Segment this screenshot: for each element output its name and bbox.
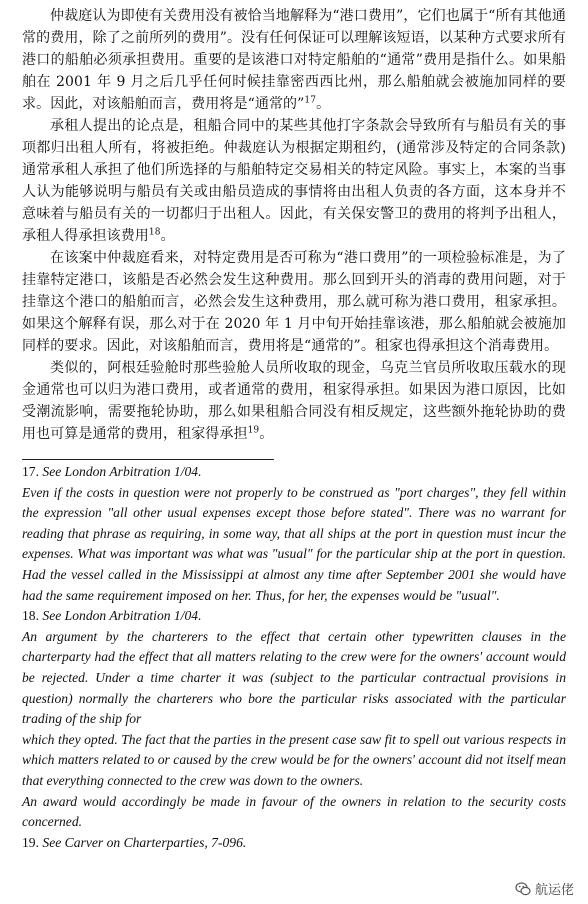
footnote-18-heading: 18. See London Arbitration 1/04. — [22, 608, 202, 624]
footnote-17-heading: 17. See London Arbitration 1/04. — [22, 464, 202, 479]
footnote-ref-18[interactable]: 18 — [148, 227, 161, 238]
paragraph-4: 类似的，阿根廷验舱时那些验舱人员所收取的现金，乌克兰官员所收取压载水的现金通常也可以归为港口费用，或者通常的费用，租家得承担。如果因为港口原因，比如受潮流影响，需要拖轮协助，那么如果租船合同没有相反规定，这些额外拖轮协助的费用也可算是通常的费用，租家得承担$^{19}$。 — [22, 360, 566, 442]
footnote-17-text: Even if the costs in question were not properly to be construed as "port charges", they fell within the expression "all other usual expenses except those before stated". There was no warrant for reading that phrase as requiring, in some way, that all ships at the port in question must incur the expenses. What was important was what was "usual" for the particular ship at the port in question. Had the vessel called in the Mississippi at almost any time after September 2001 she would have had the same requirement imposed on her. Thus, for her, the expenses would be "usual". — [22, 484, 566, 603]
paragraph-1-text: 仲裁庭认为即使有关费用没有被恰当地解释为“港口费用”，它们也属于“所有其他通常的费用，除了之前所列的费用”。没有任何保证可以理解该短语，以某种方式要求所有港口的船舶必须承担费用。重要的是该港口对特定船舶的“通常”费用是指什么。如果船舶在 2001 年 9 月之后几乎任何时候挂靠密西西比州，那么船舶就会被施加同样的要求。因此，对该船舶而言，费用将是“通常的” — [22, 8, 566, 112]
paragraph-1: 仲裁庭认为即使有关费用没有被恰当地解释为“港口费用”，它们也属于“所有其他通常的费用，除了之前所列的费用”。没有任何保证可以理解该短语，以某种方式要求所有港口的船舶必须承担费用。重要的是该港口对特定船舶的“通常”费用是指什么。如果船舶在 2001 年 9 月之后几乎任何时候挂靠密西西比州，那么船舶就会被施加同样的要求。因此，对该船舶而言，费用将是“通常的”$^{17}$。 — [22, 8, 566, 112]
footnote-ref-17[interactable]: 17 — [304, 95, 317, 106]
footnote-ref-19[interactable]: 19 — [247, 425, 260, 436]
footnote-17-source: See London Arbitration 1/04. — [39, 464, 202, 479]
footnote-19-source: See Carver on Charterparties, 7-096. — [39, 834, 247, 850]
wechat-icon — [515, 881, 531, 897]
paragraph-4-text: 类似的，阿根廷验舱时那些验舱人员所收取的现金，乌克兰官员所收取压载水的现金通常也可以归为港口费用，或者通常的费用，租家得承担。如果因为港口原因，比如受潮流影响，需要拖轮协助，那么如果租船合同没有相反规定，这些额外拖轮协助的费用也可算是通常的费用，租家得承担 — [22, 360, 566, 442]
paragraph-2: 承租人提出的论点是，租船合同中的某些其他打字条款会导致所有与船员有关的事项都归出租人所有，将被拒绝。仲裁庭认为根据定期租约，(通常涉及特定的合同条款)通常承租人承担了他们所选择的与船舶特定交易相关的特定风险。事实上，本案的当事人认为能够说明与船员有关或由船员造成的事情将由出租人负责的各方面，这本身并不意味着与船员有关的一切都归于出租人。因此，有关保安警卫的费用的将判予出租人，承租人得承担该费用$^{18}$。 — [22, 118, 566, 244]
paragraph-3: 在该案中仲裁庭看来，对特定费用是否可称为“港口费用”的一项检验标准是，为了挂靠特定港口，该船是否必然会发生这种费用。那么回到开头的消毒的费用问题，对于挂靠这个港口的船舶而言，必然会发生这种费用，那么就可称为港口费用，租家承担。如果这个解释有误，那么对于在 2020 年 1 月中旬开始挂靠该港，那么船舶就会被施加同样的要求。因此，对该船舶而言，费用将是“通常的”。租家也得承担这个消毒费用。 — [22, 250, 566, 354]
footnote-18-source: See London Arbitration 1/04. — [39, 608, 202, 624]
footnote-18-text-c: An award would accordingly be made in favour of the owners in relation to the security costs concerned. — [22, 793, 566, 830]
watermark-label: 航运佬 — [534, 883, 574, 898]
paragraph-2-text: 承租人提出的论点是，租船合同中的某些其他打字条款会导致所有与船员有关的事项都归出租人所有，将被拒绝。仲裁庭认为根据定期租约，(通常涉及特定的合同条款)通常承租人承担了他们所选择的与船舶特定交易相关的特定风险。事实上，本案的当事人认为能够说明与船员有关或由船员造成的事情将由出租人负责的各方面，这本身并不意味着与船员有关的一切都归于出租人。因此，有关保安警卫的费用的将判予出租人，承租人得承担该费用 — [22, 118, 566, 244]
footnote-19-heading: 19. See Carver on Charterparties, 7-096. — [22, 834, 247, 850]
footnote-divider — [22, 459, 274, 460]
footnote-18-text-a: An argument by the charterers to the effect that certain other typewritten clauses in the charterparty had the effect that all matters relating to the crew were for the owners' account would be rejected. Under a time charter it was (subject to the particular contractual provisions in question) normally the charterers who bore the particular risks associated with the particular trading of the ship for — [22, 628, 566, 727]
footnote-18-text-b: which they opted. The fact that the parties in the present case saw fit to spell out various respects in which matters related to or caused by the crew would be for the owners' account did not itself mean that everything connected to the crew was down to the owners. — [22, 731, 566, 788]
wechat-watermark — [515, 879, 574, 898]
